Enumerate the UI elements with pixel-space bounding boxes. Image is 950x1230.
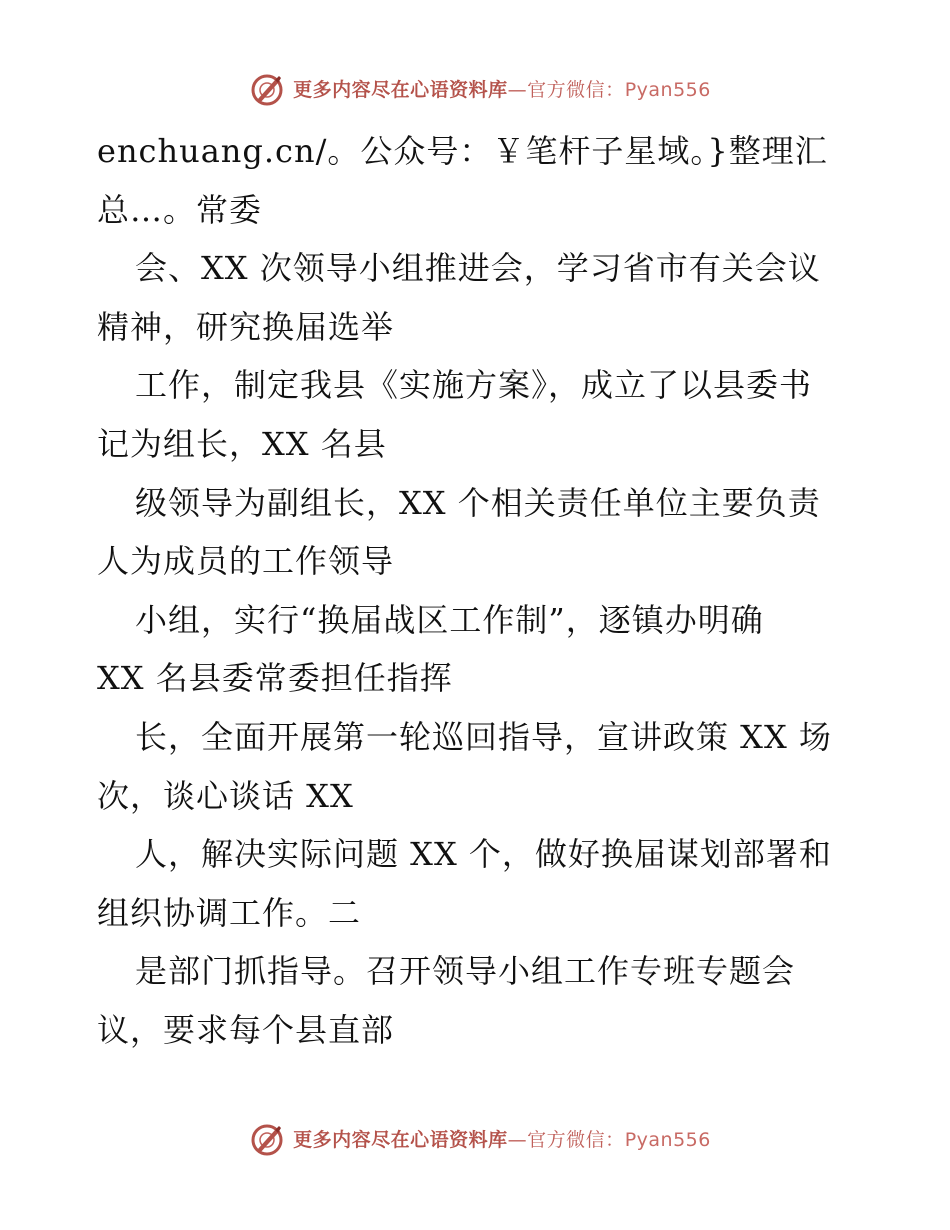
header-banner-text: [293, 78, 711, 101]
pen-circle-logo-icon: [249, 1122, 285, 1158]
body-line: 次，谈心谈话 XX: [97, 776, 354, 815]
body-line: 议，要求每个县直部: [97, 1010, 395, 1049]
body-line: 总…。常委: [97, 190, 263, 229]
header-banner: [0, 68, 950, 112]
header-banner-label: 官方微信：: [527, 78, 625, 101]
footer-banner-id: Pyan556: [624, 1128, 711, 1151]
body-line: 组织协调工作。二: [97, 893, 362, 932]
body-line: 级领导为副组长，XX 个相关责任单位主要负责: [135, 483, 821, 522]
body-line: 长，全面开展第一轮巡回指导，宣讲政策 XX 场: [135, 717, 832, 756]
body-line: 人为成员的工作领导: [97, 542, 395, 581]
body-line: 人，解决实际问题 XX 个，做好换届谋划部署和: [135, 835, 832, 874]
header-banner-separator: —: [507, 78, 528, 101]
header-banner-main: 更多内容尽在心语资料库: [293, 78, 508, 101]
footer-banner-main: 更多内容尽在心语资料库: [293, 1128, 508, 1151]
body-line: 小组，实行“换届战区工作制”，逐镇办明确: [135, 600, 764, 639]
header-banner-id: Pyan556: [624, 78, 711, 101]
document-body: [97, 122, 857, 1060]
body-line: 会、XX 次领导小组推进会，学习省市有关会议: [135, 249, 821, 288]
body-line: 是部门抓指导。召开领导小组工作专班专题会: [135, 952, 796, 991]
footer-banner-text: [293, 1128, 711, 1151]
pen-circle-logo-icon: [249, 72, 285, 108]
header-banner-inner: [239, 72, 711, 108]
footer-banner-label: 官方微信：: [527, 1128, 625, 1151]
body-line: 工作，制定我县《实施方案》，成立了以县委书: [135, 366, 813, 405]
body-line: XX 名县委常委担任指挥: [97, 659, 453, 698]
body-line: 记为组长，XX 名县: [97, 424, 387, 463]
footer-banner: [0, 1118, 950, 1162]
footer-banner-inner: [239, 1122, 711, 1158]
body-line: 精神，研究换届选举: [97, 307, 395, 346]
footer-banner-separator: —: [507, 1128, 528, 1151]
body-line: enchuang.cn/。公众号：￥笔杆子星域。}整理汇: [97, 132, 828, 170]
